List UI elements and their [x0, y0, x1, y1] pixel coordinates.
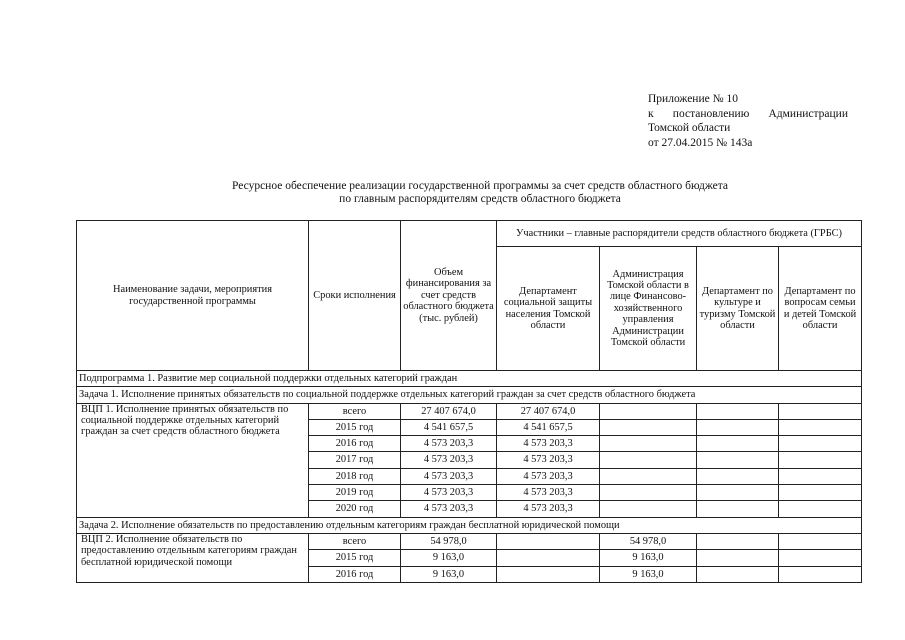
- cell-volume: 54 978,0: [401, 533, 497, 549]
- cell-dept-admin: [600, 485, 697, 501]
- appendix-decree: постановлению: [672, 107, 750, 120]
- header-dept-social: Департамент социальной защиты населения Томской области: [497, 247, 600, 371]
- cell-dept-culture: [697, 485, 779, 501]
- appendix-date-number: от 27.04.2015 № 143а: [648, 136, 753, 149]
- cell-period: 2015 год: [309, 550, 401, 566]
- appendix-administration: Администрации: [768, 107, 848, 120]
- subprogram-row: Подпрограмма 1. Развитие мер социальной поддержки отдельных категорий граждан: [77, 371, 862, 387]
- title-line-1: Ресурсное обеспечение реализации государственной программы за счет средств областного бюджета: [231, 180, 728, 192]
- cell-dept-culture: [697, 436, 779, 452]
- cell-period: всего: [309, 533, 401, 549]
- cell-period: 2018 год: [309, 468, 401, 484]
- cell-dept-admin: [600, 436, 697, 452]
- cell-dept-social: 4 573 203,3: [497, 468, 600, 484]
- cell-dept-culture: [697, 403, 779, 419]
- cell-volume: 4 541 657,5: [401, 419, 497, 435]
- cell-dept-family: [779, 403, 862, 419]
- appendix-title: Приложение № 10: [648, 93, 738, 105]
- cell-dept-family: [779, 468, 862, 484]
- cell-dept-social: [497, 550, 600, 566]
- cell-period: 2016 год: [309, 566, 401, 582]
- cell-dept-culture: [697, 533, 779, 549]
- task-2-row: Задача 2. Исполнение обязательств по предоставлению отдельным категориям граждан бесплатной юридической помощи: [77, 517, 862, 533]
- cell-dept-admin: 9 163,0: [600, 566, 697, 582]
- title-line-2: по главным распорядителям средств областного бюджета: [339, 193, 621, 205]
- appendix-decree-line: [648, 107, 848, 122]
- cell-period: всего: [309, 403, 401, 419]
- cell-dept-social: 4 573 203,3: [497, 452, 600, 468]
- header-volume: Объем финансирования за счет средств областного бюджета (тыс. рублей): [401, 221, 497, 371]
- cell-volume: 9 163,0: [401, 550, 497, 566]
- cell-dept-family: [779, 452, 862, 468]
- vcp-1-name: ВЦП 1. Исполнение принятых обязательств по социальной поддержке отдельных категорий граждан за счет средств областного бюджета: [77, 403, 309, 517]
- appendix-region: Томской области: [648, 122, 731, 134]
- header-name: Наименование задачи, мероприятия государственной программы: [77, 221, 309, 371]
- cell-dept-family: [779, 501, 862, 517]
- header-dept-admin: Администрация Томской области в лице Финансово-хозяйственного управления Администрации Томской области: [600, 247, 697, 371]
- header-participants: Участники – главные распорядители средств областного бюджета (ГРБС): [497, 221, 862, 247]
- document-title: [80, 180, 880, 206]
- cell-volume: 4 573 203,3: [401, 485, 497, 501]
- cell-dept-admin: [600, 468, 697, 484]
- cell-period: 2020 год: [309, 501, 401, 517]
- cell-dept-social: 4 573 203,3: [497, 485, 600, 501]
- cell-period: 2019 год: [309, 485, 401, 501]
- cell-dept-family: [779, 419, 862, 435]
- cell-volume: 27 407 674,0: [401, 403, 497, 419]
- cell-dept-admin: [600, 403, 697, 419]
- cell-dept-family: [779, 485, 862, 501]
- cell-dept-social: 4 541 657,5: [497, 419, 600, 435]
- appendix-header: [648, 92, 853, 150]
- cell-dept-social: 4 573 203,3: [497, 501, 600, 517]
- cell-volume: 4 573 203,3: [401, 468, 497, 484]
- table-row: [77, 403, 862, 419]
- cell-volume: 4 573 203,3: [401, 501, 497, 517]
- resource-table: [76, 220, 862, 583]
- cell-volume: 4 573 203,3: [401, 452, 497, 468]
- cell-dept-social: 27 407 674,0: [497, 403, 600, 419]
- header-dept-culture: Департамент по культуре и туризму Томской области: [697, 247, 779, 371]
- cell-dept-culture: [697, 419, 779, 435]
- cell-dept-family: [779, 566, 862, 582]
- cell-dept-admin: [600, 419, 697, 435]
- cell-volume: 4 573 203,3: [401, 436, 497, 452]
- appendix-k: к: [648, 107, 654, 120]
- cell-period: 2015 год: [309, 419, 401, 435]
- cell-dept-admin: [600, 501, 697, 517]
- cell-dept-family: [779, 550, 862, 566]
- cell-dept-culture: [697, 452, 779, 468]
- cell-dept-social: [497, 566, 600, 582]
- vcp-2-name: ВЦП 2. Исполнение обязательств по предоставлению отдельным категориям граждан бесплатной юридической помощи: [77, 533, 309, 582]
- cell-dept-social: 4 573 203,3: [497, 436, 600, 452]
- cell-dept-culture: [697, 468, 779, 484]
- cell-dept-admin: [600, 452, 697, 468]
- header-dept-family: Департамент по вопросам семьи и детей Томской области: [779, 247, 862, 371]
- cell-dept-culture: [697, 501, 779, 517]
- cell-period: 2016 год: [309, 436, 401, 452]
- cell-volume: 9 163,0: [401, 566, 497, 582]
- task-1-row: Задача 1. Исполнение принятых обязательств по социальной поддержке отдельных категорий граждан за счет средств областного бюджета: [77, 387, 862, 403]
- header-period: Сроки исполнения: [309, 221, 401, 371]
- cell-dept-family: [779, 533, 862, 549]
- cell-dept-admin: 54 978,0: [600, 533, 697, 549]
- cell-dept-social: [497, 533, 600, 549]
- cell-dept-culture: [697, 566, 779, 582]
- cell-dept-admin: 9 163,0: [600, 550, 697, 566]
- cell-dept-family: [779, 436, 862, 452]
- cell-dept-culture: [697, 550, 779, 566]
- cell-period: 2017 год: [309, 452, 401, 468]
- table-row: [77, 533, 862, 549]
